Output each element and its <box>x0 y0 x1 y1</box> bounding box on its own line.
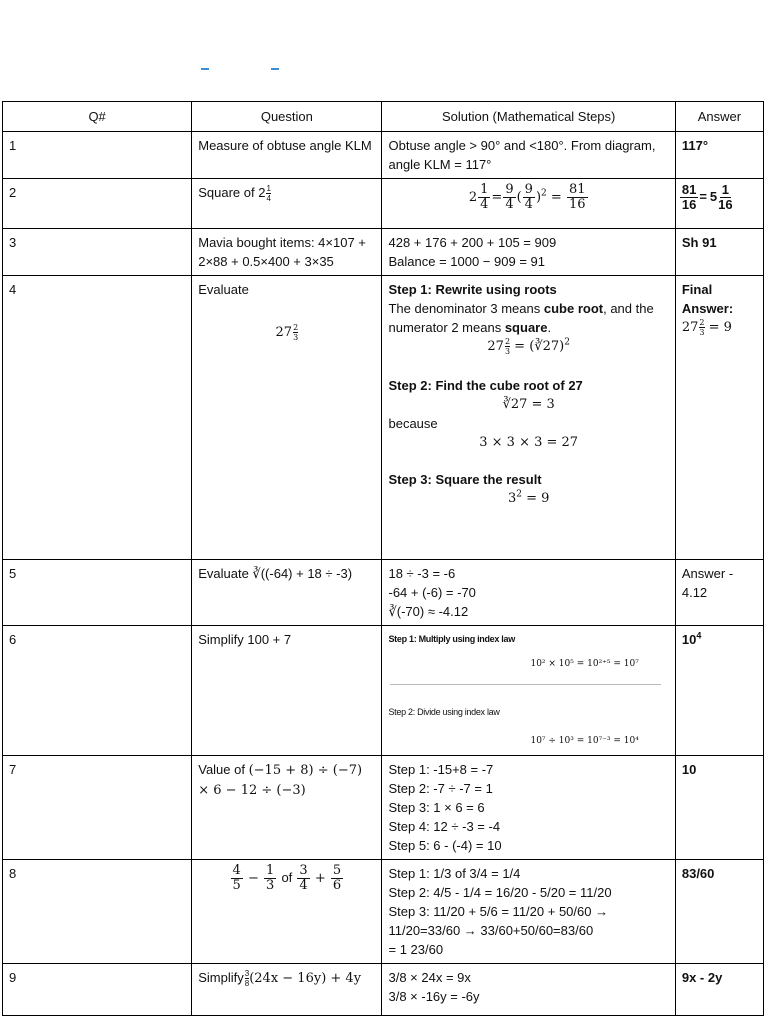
math-base: 3 <box>507 491 517 506</box>
math-token: 2 <box>468 190 478 205</box>
fraction-denominator: 4 <box>299 878 308 893</box>
question-math: (24x − 16y) + 4y <box>249 971 362 986</box>
answer-cell <box>675 179 763 229</box>
answer-cell: Sh 91 <box>675 229 763 276</box>
question-cell <box>192 276 382 560</box>
table-row <box>3 132 764 179</box>
math-exponent: 2 <box>516 489 522 500</box>
step-title: Step 3: Square the result <box>388 472 542 487</box>
question-text: Square of 2 <box>198 185 266 200</box>
solution-cell: Obtuse angle > 90° and <180°. From diagram, angle KLM = 117° <box>382 132 675 179</box>
math-base: 27 <box>487 339 504 354</box>
divider <box>390 684 660 685</box>
solution-line: 3/8 × 24x = 9x <box>388 970 471 985</box>
step-title: Step 2: Find the cube root of 27 <box>388 378 583 393</box>
answer-math <box>682 318 757 337</box>
question-math: (−15 + 8) ÷ (−7) × 6 − 12 ÷ (−3) <box>198 763 363 798</box>
fraction-numerator: 2 <box>504 337 511 346</box>
fraction-denominator: 16 <box>568 197 586 212</box>
math-token: = <box>514 339 526 354</box>
answer-cell: Answer - 4.12 <box>675 560 763 626</box>
math-token: of <box>281 870 293 885</box>
fraction-numerator: 3 <box>299 863 308 878</box>
table-row <box>3 276 764 560</box>
fraction-numerator: 2 <box>293 323 299 332</box>
fraction-denominator: 5 <box>232 878 241 893</box>
question-text: Simplify <box>198 970 244 985</box>
math-token: − <box>247 871 259 886</box>
solution-cell: 2 $\frac{1}{4}$ = $\frac{9}{4}$ ( $\frac{9}{4}$ )$^2$ = $\frac{81}{16}$ <box>382 179 675 229</box>
math-fraction <box>718 183 732 212</box>
text-run: . <box>547 320 552 335</box>
solution-cell <box>382 964 675 1016</box>
math-exponent-fraction <box>293 323 298 342</box>
fraction-numerator: 4 <box>232 863 241 878</box>
fraction-numerator: 81 <box>681 182 697 197</box>
fraction-numerator: 1 <box>266 863 275 878</box>
row-number: 4 <box>3 276 192 560</box>
row-number: 8 <box>3 860 192 964</box>
math-token: (∛27) <box>529 339 565 354</box>
math-fraction <box>231 864 243 893</box>
math-fraction <box>523 183 535 212</box>
question-cell <box>192 860 382 964</box>
solution-cell <box>382 229 675 276</box>
math-exponent-fraction <box>505 337 510 356</box>
math-token: = <box>699 188 707 204</box>
solution-line: Step 1: 1/3 of 3/4 = 1/4 <box>388 866 521 881</box>
solution-cell <box>382 626 675 756</box>
step-title: Step 2: Divide using index law <box>388 707 500 717</box>
question-cell <box>192 964 382 1016</box>
answer-cell <box>675 626 763 756</box>
row-number: 5 <box>3 560 192 626</box>
table-row <box>3 756 764 860</box>
math-fraction <box>478 183 490 212</box>
fraction-denominator: 16 <box>681 197 697 212</box>
solution-line: = 1 23/60 <box>388 942 444 957</box>
fraction-denominator: 3 <box>504 347 511 356</box>
math-base: 10 <box>681 632 697 647</box>
table-row <box>3 229 764 276</box>
math-fraction <box>680 183 698 212</box>
question-cell: Simplify 100 + 7 <box>192 626 382 756</box>
solution-line: ∛(-70) ≈ -4.12 <box>388 604 469 619</box>
step-math: 10² × 10⁵ = 10²⁺⁵ = 10⁷ <box>530 659 639 669</box>
math-token: + <box>314 871 326 886</box>
math-token: 5 <box>709 188 718 204</box>
table-header-row <box>3 102 764 132</box>
column-header-answer: Answer <box>675 102 763 132</box>
text-run-bold: cube root <box>543 301 604 316</box>
question-cell <box>192 179 382 229</box>
solution-line: Step 2: 4/5 - 1/4 = 16/20 - 5/20 = 11/20 <box>388 885 612 900</box>
column-header-solution: Solution (Mathematical Steps) <box>382 102 675 132</box>
fraction-numerator: 5 <box>332 863 342 878</box>
text-run-bold: square <box>504 320 548 335</box>
row-number: 2 <box>3 179 192 229</box>
solution-line: Balance = 1000 − 909 = 91 <box>388 254 545 269</box>
math-fraction <box>331 864 343 893</box>
step-title: Step 1: Multiply using index law <box>388 634 515 644</box>
solution-line: Step 3: 11/20 + 5/6 = 11/20 + 50/60 → 11/20=33/60 → 33/60+50/60=83/60 <box>388 904 609 938</box>
solution-line: -64 + (-6) = -70 <box>388 585 476 600</box>
fraction-numerator: 9 <box>524 182 533 197</box>
solution-cell <box>382 276 675 560</box>
fraction-denominator: 6 <box>332 878 342 893</box>
header-mark-2 <box>271 68 279 70</box>
solution-line: Step 1: -15+8 = -7 <box>388 762 494 777</box>
fraction-numerator: 1 <box>266 184 271 194</box>
fraction-denominator: 3 <box>699 328 705 337</box>
fraction-denominator: 4 <box>266 194 271 204</box>
step-math: 3 × 3 × 3 = 27 <box>479 435 579 450</box>
header-mark-1 <box>201 68 209 70</box>
math-exponent: 2 <box>541 188 547 199</box>
question-fraction <box>266 184 270 203</box>
table-row <box>3 560 764 626</box>
math-exponent: 4 <box>696 630 702 641</box>
step-math: ∛27 = 3 <box>502 397 555 412</box>
solution-line: Step 5: 6 - (-4) = 10 <box>388 838 502 853</box>
math-fraction <box>567 183 588 212</box>
fraction-numerator: 9 <box>505 182 514 197</box>
step-title: Step 1: Rewrite using roots <box>388 282 557 297</box>
table-row <box>3 860 764 964</box>
table-row <box>3 964 764 1016</box>
row-number: 9 <box>3 964 192 1016</box>
question-cell <box>192 756 382 860</box>
fraction-numerator: 3 <box>244 969 250 979</box>
fraction-denominator: 4 <box>505 197 514 212</box>
step-text <box>388 299 668 337</box>
question-cell: Mavia bought items: 4×107 + 2×88 + 0.5×400 + 3×35 <box>192 229 382 276</box>
table-row <box>3 626 764 756</box>
solution-cell <box>382 560 675 626</box>
column-header-qnum: Q# <box>3 102 192 132</box>
solution-line: Step 3: 1 × 6 = 6 <box>388 800 485 815</box>
question-text: Value of <box>198 762 249 777</box>
fraction-denominator: 3 <box>266 878 275 893</box>
solutions-table <box>2 101 764 1016</box>
row-number: 7 <box>3 756 192 860</box>
fraction-denominator: 4 <box>480 197 489 212</box>
math-fraction <box>297 864 309 893</box>
solution-cell <box>382 860 675 964</box>
row-number: 3 <box>3 229 192 276</box>
fraction-numerator: 2 <box>699 318 705 327</box>
fraction-denominator: 16 <box>718 197 733 212</box>
row-number: 1 <box>3 132 192 179</box>
math-fraction <box>264 864 276 893</box>
text-run: , and the numerator 2 means <box>388 301 654 335</box>
math-token: = 9 <box>704 320 732 335</box>
fraction-denominator: 3 <box>293 333 299 342</box>
math-exponent: 2 <box>564 337 570 348</box>
answer-cell: 10 <box>675 756 763 860</box>
solution-line: Step 2: -7 ÷ -7 = 1 <box>388 781 493 796</box>
answer-cell: 9x - 2y <box>675 964 763 1016</box>
solution-cell <box>382 756 675 860</box>
text-run: The denominator 3 means <box>388 301 544 316</box>
question-cell: Evaluate ∛((-64) + 18 ÷ -3) <box>192 560 382 626</box>
math-fraction <box>503 183 515 212</box>
step-math <box>388 489 668 508</box>
row-number: 6 <box>3 626 192 756</box>
fraction-numerator: 1 <box>721 182 729 197</box>
fraction-numerator: 1 <box>480 182 489 197</box>
solution-line: 428 + 176 + 200 + 105 = 909 <box>388 235 557 250</box>
math-token: = 9 <box>521 491 550 506</box>
answer-cell: 117° <box>675 132 763 179</box>
table-row <box>3 179 764 229</box>
step-math: 10⁷ ÷ 10³ = 10⁷⁻³ = 10⁴ <box>530 736 639 746</box>
solution-line: Step 4: 12 ÷ -3 = -4 <box>388 819 501 834</box>
solution-line: 18 ÷ -3 = -6 <box>388 566 456 581</box>
step-math <box>388 337 668 356</box>
fraction-numerator: 81 <box>568 182 586 197</box>
question-text: Evaluate <box>198 282 249 297</box>
answer-cell <box>675 276 763 560</box>
math-base: 27 <box>681 320 699 335</box>
question-cell: Measure of obtuse angle KLM <box>192 132 382 179</box>
math-token: = <box>491 190 503 205</box>
math-base: 27 <box>275 325 293 340</box>
column-header-question: Question <box>192 102 382 132</box>
math-token: = <box>550 190 562 205</box>
answer-label: Final Answer: <box>681 282 734 316</box>
solution-line: 3/8 × -16y = -6y <box>388 989 480 1004</box>
fraction-denominator: 8 <box>244 979 250 989</box>
question-math <box>198 323 375 342</box>
fraction-denominator: 4 <box>524 197 533 212</box>
answer-cell: 83/60 <box>675 860 763 964</box>
step-text: because <box>388 416 438 431</box>
